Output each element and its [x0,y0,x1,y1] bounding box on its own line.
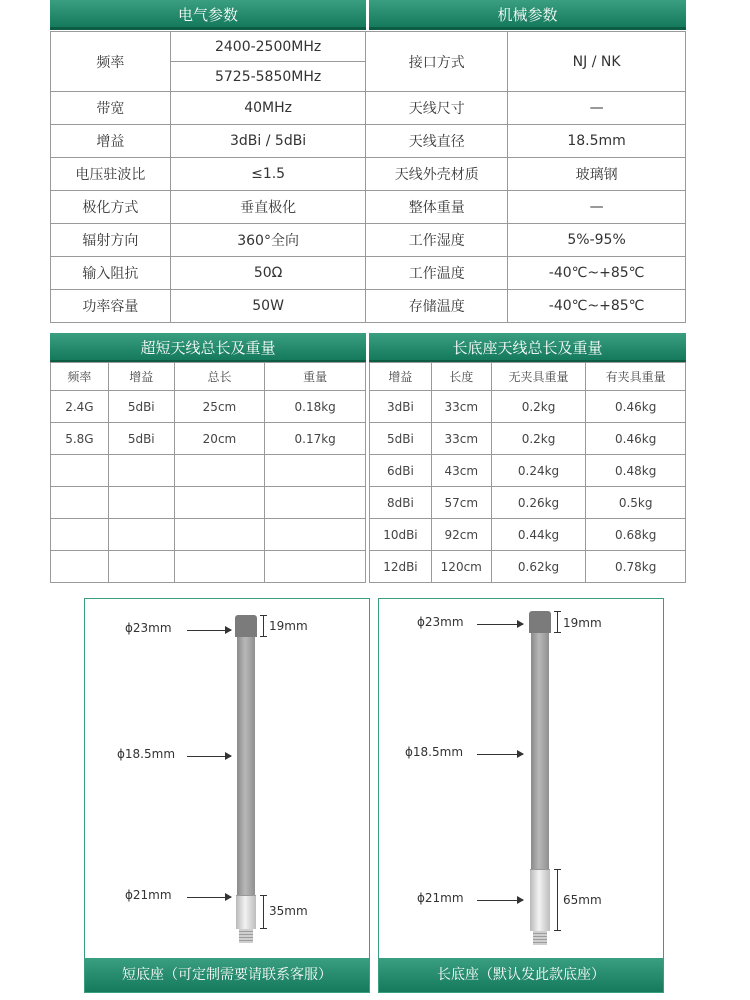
table-cell: 20cm [174,423,265,455]
base-length-label: 65mm [563,893,602,907]
rod-diameter-label: ϕ18.5mm [405,745,464,759]
top-diameter-label: ϕ23mm [417,615,464,629]
spec-label: 天线直径 [366,125,508,158]
column-header: 长度 [431,363,491,391]
table-cell: 3dBi [370,391,432,423]
column-header: 频率 [51,363,109,391]
table-cell: 0.62kg [491,551,586,583]
base-diameter-label: ϕ21mm [125,888,172,902]
table-row [370,391,686,423]
base-length-label: 35mm [269,904,308,918]
table-cell: 0.17kg [265,423,366,455]
table-cell: 0.46kg [586,391,686,423]
table-cell: 0.2kg [491,423,586,455]
spec-label: 工作湿度 [366,224,508,257]
table-cell: 0.5kg [586,487,686,519]
table-cell: 2.4G [51,391,109,423]
table-row [370,423,686,455]
short-base-diagram [84,598,370,993]
spec-label: 工作温度 [366,257,508,290]
table-row [51,551,366,583]
spec-value: 40MHz [170,92,366,125]
table-cell: 25cm [174,391,265,423]
table-cell: 10dBi [370,519,432,551]
spec-value: 18.5mm [508,125,686,158]
spec-value: 玻璃钢 [508,158,686,191]
cap-length-label: 19mm [563,616,602,630]
spec-value: 50Ω [170,257,366,290]
long-base-table [369,362,686,583]
table-cell: 12dBi [370,551,432,583]
short-base-header: 超短天线总长及重量 [50,333,366,363]
table-cell: 92cm [431,519,491,551]
antenna-rod [237,637,255,895]
table-row [51,519,366,551]
table-cell: 0.2kg [491,391,586,423]
spec-value: — [508,191,686,224]
table-cell [265,551,366,583]
short-base-table [50,362,366,583]
antenna-base [236,895,256,929]
spec-label: 电压驻波比 [51,158,171,191]
table-cell: 0.48kg [586,455,686,487]
table-row [370,519,686,551]
spec-value: -40℃~+85℃ [508,290,686,323]
long-base-caption: 长底座（默认发此款底座） [379,958,663,992]
table-cell [265,455,366,487]
column-header: 增益 [108,363,174,391]
spec-value: 3dBi / 5dBi [170,125,366,158]
column-header: 重量 [265,363,366,391]
spec-label: 天线外壳材质 [366,158,508,191]
table-cell [51,551,109,583]
spec-table [50,31,686,323]
table-cell [174,551,265,583]
table-cell: 0.26kg [491,487,586,519]
table-cell [265,519,366,551]
table-cell: 0.78kg [586,551,686,583]
table-cell: 5dBi [370,423,432,455]
table-cell [108,455,174,487]
frequency-label: 频率 [51,32,171,92]
arrow-icon [187,897,231,898]
table-cell: 5dBi [108,391,174,423]
spec-label: 极化方式 [51,191,171,224]
table-row [370,551,686,583]
table-cell: 6dBi [370,455,432,487]
table-cell [108,487,174,519]
table-cell [174,487,265,519]
table-cell [174,519,265,551]
arrow-icon [477,624,523,625]
short-base-caption: 短底座（可定制需要请联系客服） [85,958,369,992]
table-row [370,487,686,519]
spec-label: 带宽 [51,92,171,125]
table-cell [51,519,109,551]
table-cell: 5dBi [108,423,174,455]
column-header: 总长 [174,363,265,391]
antenna-connector [533,931,547,945]
spec-label: 输入阻抗 [51,257,171,290]
table-cell [108,551,174,583]
table-cell: 33cm [431,423,491,455]
spec-value: 50W [170,290,366,323]
antenna-base [530,869,550,931]
table-row [51,455,366,487]
spec-value: 垂直极化 [170,191,366,224]
base-diameter-label: ϕ21mm [417,891,464,905]
table-cell: 0.68kg [586,519,686,551]
spec-label: 辐射方向 [51,224,171,257]
interface-label: 接口方式 [366,32,508,92]
long-base-header: 长底座天线总长及重量 [369,333,686,363]
interface-value: NJ / NK [508,32,686,92]
rod-diameter-label: ϕ18.5mm [117,747,176,761]
top-diameter-label: ϕ23mm [125,621,172,635]
table-cell: 0.18kg [265,391,366,423]
antenna-rod [531,633,549,869]
table-cell: 43cm [431,455,491,487]
table-row [51,391,366,423]
spec-value: -40℃~+85℃ [508,257,686,290]
table-row [370,455,686,487]
long-base-diagram [378,598,664,993]
spec-value: 360°全向 [170,224,366,257]
table-cell: 120cm [431,551,491,583]
mechanical-params-header: 机械参数 [369,0,686,30]
arrow-icon [477,754,523,755]
spec-label: 存储温度 [366,290,508,323]
frequency-value-1: 2400-2500MHz [170,32,366,62]
spec-label: 功率容量 [51,290,171,323]
column-header: 有夹具重量 [586,363,686,391]
table-row [51,487,366,519]
arrow-icon [187,630,231,631]
table-cell [51,487,109,519]
antenna-connector [239,929,253,943]
table-cell [174,455,265,487]
spec-label: 天线尺寸 [366,92,508,125]
table-cell [265,487,366,519]
table-cell [108,519,174,551]
column-header: 增益 [370,363,432,391]
arrow-icon [477,900,523,901]
table-cell: 8dBi [370,487,432,519]
table-row [51,423,366,455]
spec-value: ≤1.5 [170,158,366,191]
column-header: 无夹具重量 [491,363,586,391]
table-cell: 0.44kg [491,519,586,551]
spec-label: 增益 [51,125,171,158]
table-cell: 57cm [431,487,491,519]
spec-value: — [508,92,686,125]
table-cell [51,455,109,487]
spec-value: 5%-95% [508,224,686,257]
arrow-icon [187,756,231,757]
antenna-cap [235,615,257,637]
cap-length-label: 19mm [269,619,308,633]
table-cell: 33cm [431,391,491,423]
table-cell: 0.24kg [491,455,586,487]
table-cell: 0.46kg [586,423,686,455]
antenna-cap [529,611,551,633]
table-cell: 5.8G [51,423,109,455]
electrical-params-header: 电气参数 [50,0,366,30]
spec-label: 整体重量 [366,191,508,224]
frequency-value-2: 5725-5850MHz [170,62,366,92]
